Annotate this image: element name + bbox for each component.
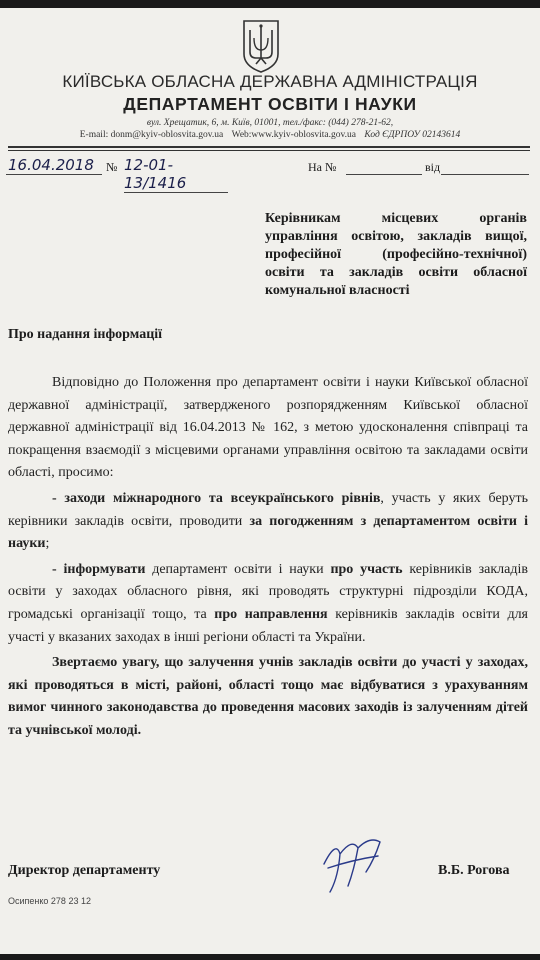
body-paragraph: - інформувати департамент освіти і науки про участь керівників закладів освіти у заходах обласного рівня, які проводять структурні підрозділи КОДА, громадські організації тощо, та про направлення керівників закладів освіти для участі у вказаних заходах в інші регіони області та України.: [8, 561, 528, 645]
letterhead-divider-thin: [8, 150, 530, 151]
signatory-position: Директор департаменту: [8, 863, 161, 878]
letterhead-divider-thick: [8, 146, 530, 148]
email-text: E-mail: donm@kyiv-oblosvita.gov.ua: [79, 130, 224, 140]
reference-number-blank: [346, 174, 422, 175]
letter-body: [8, 372, 528, 746]
department-name: ДЕПАРТАМЕНТ ОСВІТИ І НАУКИ: [123, 94, 417, 114]
reference-date-blank: [441, 174, 529, 175]
reference-number-label: На №: [308, 160, 337, 174]
address-line: вул. Хрещатик, 6, м. Київ, 01001, тел./факс: (044) 278-21-62,: [146, 118, 394, 128]
trident-coat-of-arms-icon: [240, 18, 282, 74]
web-text: Web:www.kyiv-oblosvita.gov.ua: [231, 130, 356, 140]
contacts-line: [0, 130, 540, 140]
addressee-block: Керівникам місцевих органів управління освітою, закладів вищої, професійної (професійно-технічної) освіти та закладів освіти обласної комунальної власності: [265, 211, 527, 298]
edrpou-code: Код ЄДРПОУ 02143614: [364, 130, 461, 140]
reference-date-label: від: [425, 160, 441, 174]
registration-number: 12-01-13/1416: [124, 156, 228, 193]
signatory-name: В.Б. Рогова: [438, 863, 510, 878]
body-paragraph: - заходи міжнародного та всеукраїнського рівнів, участь у яких беруть керівники закладів освіти, проводити за погодженням з департаментом освіти і науки;: [8, 490, 528, 552]
letter-subject: Про надання інформації: [8, 327, 163, 342]
registration-number-label: №: [106, 160, 118, 174]
letter-page: [0, 8, 540, 954]
organization-name: КИЇВСЬКА ОБЛАСНА ДЕРЖАВНА АДМІНІСТРАЦІЯ: [62, 72, 478, 91]
registration-date: 16.04.2018: [6, 156, 102, 175]
executor-note: Осипенко 278 23 12: [8, 896, 91, 906]
handwritten-signature-icon: [318, 834, 390, 896]
body-paragraph-notice: Звертаємо увагу, що залучення учнів закладів освіти до участі у заходах, які проводяться в місті, районі, області тощо має відбуватися з урахуванням вимог чинного законодавства до проведення масових заходів із залученням дітей та учнівської молоді.: [8, 655, 528, 738]
body-paragraph: Відповідно до Положення про департамент освіти і науки Київської обласної державної адміністрації, затвердженого розпорядженням Київської обласної державної адміністрації від 16.04.2013 № 162, з метою удосконалення співпраці та покращення взаємодії з місцевими органами управління освітою та закладами освіти області, просимо:: [8, 375, 528, 481]
